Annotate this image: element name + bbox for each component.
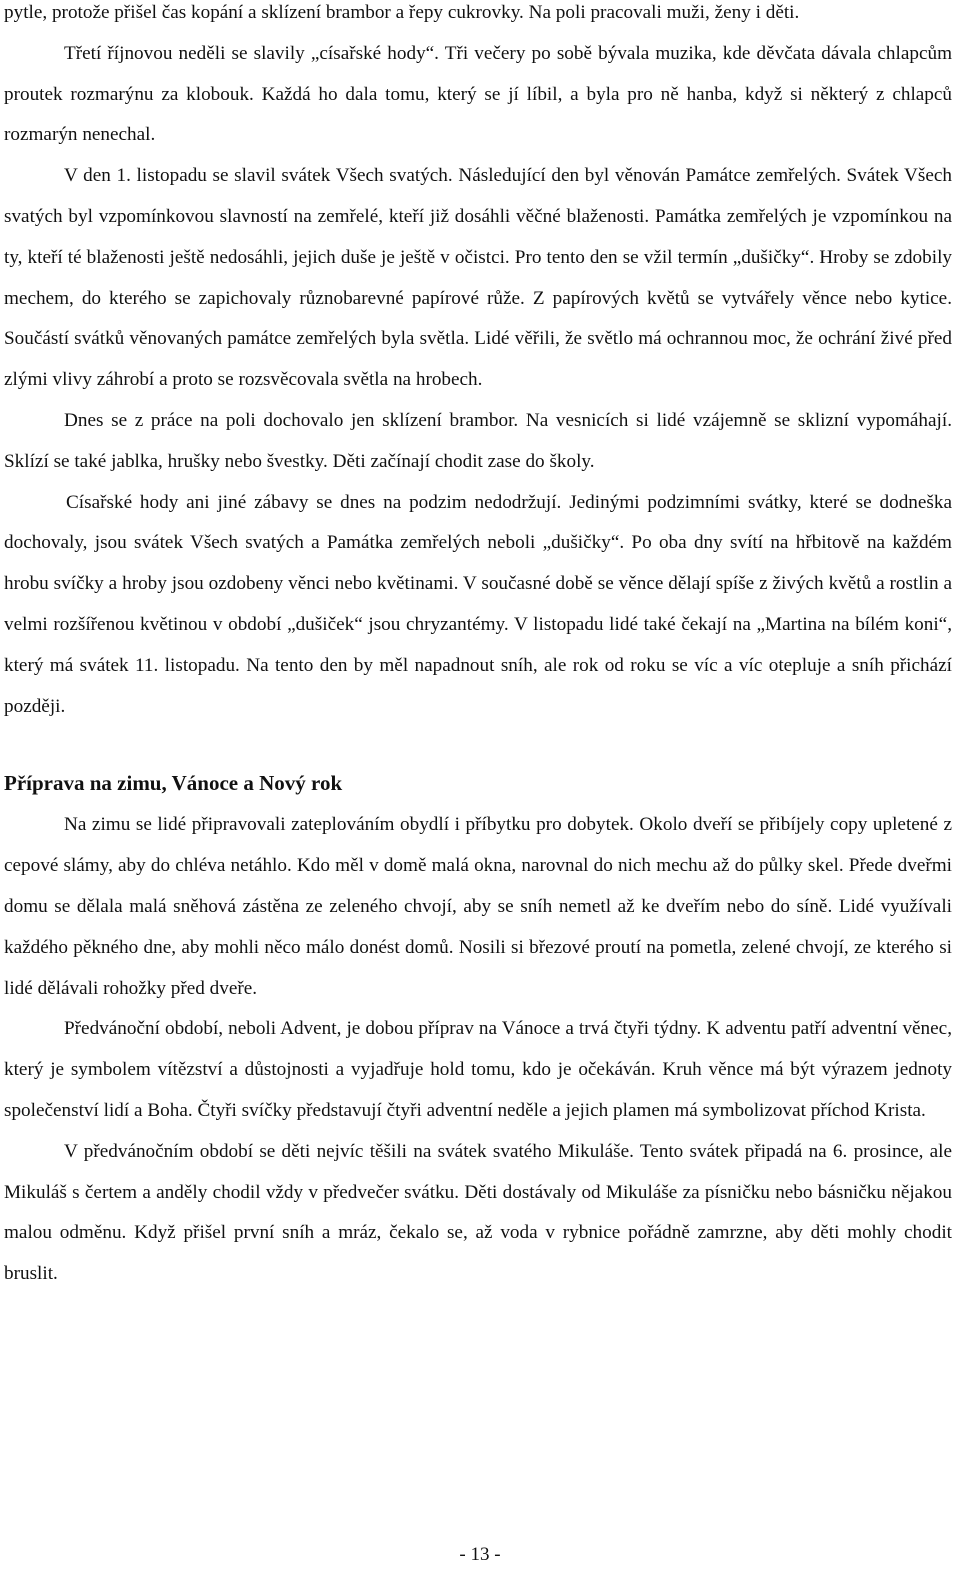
paragraph-advent: Předvánoční období, neboli Advent, je dobou příprav na Vánoce a trvá čtyři týdny. K adventu patří adventní věnec, který je symbolem vítězství a důstojnosti a vyjadřuje hold tomu, kdo je očekáván. Kruh věnce má být výrazem jednoty společenství lidí a Boha. Čtyři svíčky představují čtyři adventní neděle a jejich plamen má symbolizovat příchod Krista. bbox=[4, 1018, 952, 1121]
paragraph-st-nicholas: V předvánočním období se děti nejvíc těšili na svátek svatého Mikuláše. Tento svátek připadá na 6. prosince, ale Mikuláš s čertem a anděly chodil vždy v předvečer svátku. Děti dostávaly od Mikuláše za písničku nebo básničku nějakou malou odměnu. Když přišel první sníh a mráz, čekalo se, až voda v rybnice pořádně zamrzne, aby děti mohly chodit bruslit. bbox=[4, 1140, 952, 1285]
paragraph-harvest: pytle, protože přišel čas kopání a sklízení brambor a řepy cukrovky. Na poli pracovali muži, ženy i děti. bbox=[4, 2, 800, 23]
paragraph-today-harvest: Dnes se z práce na poli dochovalo jen sklízení brambor. Na vesnicích si lidé vzájemně se sklizní vypomáhají. Sklízí se také jablka, hrušky nebo švestky. Děti začínají chodit zase do školy. bbox=[4, 409, 952, 472]
paragraph-winter-preparation: Na zimu se lidé připravovali zateplováním obydlí i příbytku pro dobytek. Okolo dveří se přibíjely copy upletené z cepové slámy, aby do chléva netáhlo. Kdo měl v domě malá okna, narovnal do nich mechu až do půlky skel. Přede dveřmi domu se dělala malá sněhová zástěna ze zeleného chvojí, aby se sníh nemetl až ke dveřím nebo do síně. Lidé využívali každého pěkného dne, aby mohli něco málo donést domů. Nosili si březové proutí na pometla, zelené chvojí, ze kterého si lidé dělávali rohožky před dveře. bbox=[4, 814, 952, 999]
paragraph-today-holidays: Císařské hody ani jiné zábavy se dnes na podzim nedodržují. Jedinými podzimními svátky, které se dodneška dochovaly, jsou svátek Všech svatých a Památka zemřelých neboli „dušičky“. Po oba dny svítí na hřbitově na každém hrobu svíčky a hroby jsou ozdobeny věnci nebo květinami. V současné době se věnce dělají spíše z živých květů a rostlin a velmi rozšířenou květinou v období „dušiček“ jsou chryzantémy. V listopadu lidé také čekají na „Martina na bílém koni“, který má svátek 11. listopadu. Na tento den by měl napadnout sníh, ale rok od roku se víc a víc otepluje a sníh přichází později. bbox=[4, 491, 952, 717]
document-page bbox=[4, 0, 952, 1295]
page-number: - 13 - bbox=[459, 1544, 501, 1565]
paragraph-all-saints: V den 1. listopadu se slavil svátek Všech svatých. Následující den byl věnován Památce zemřelých. Svátek Všech svatých byl vzpomínkovou slavností na zemřelé, kteří již dosáhli věčné blaženosti. Památka zemřelých je vzpomínkou na ty, kteří té blaženosti ještě nedosáhli, jejich duše je ještě v očistci. Pro tento den se vžil termín „dušičky“. Hroby se zdobily mechem, do kterého se zapichovaly různobarevné papírové růže. Z papírových květů se vytvářely věnce nebo kytice. Součástí svátků věnovaných památce zemřelých byla světla. Lidé věřili, že světlo má ochrannou moc, že ochrání živé před zlými vlivy záhrobí a proto se rozsvěcovala světla na hrobech. bbox=[4, 165, 952, 391]
paragraph-imperial-feast: Třetí říjnovou neděli se slavily „císařské hody“. Tři večery po sobě bývala muzika, kde děvčata dávala chlapcům proutek rozmarýnu za klobouk. Každá ho dala tomu, který se jí líbil, a byla pro ně hanba, když si některý z chlapců rozmarýn nenechal. bbox=[4, 42, 952, 146]
section-heading: Příprava na zimu, Vánoce a Nový rok bbox=[4, 771, 343, 796]
